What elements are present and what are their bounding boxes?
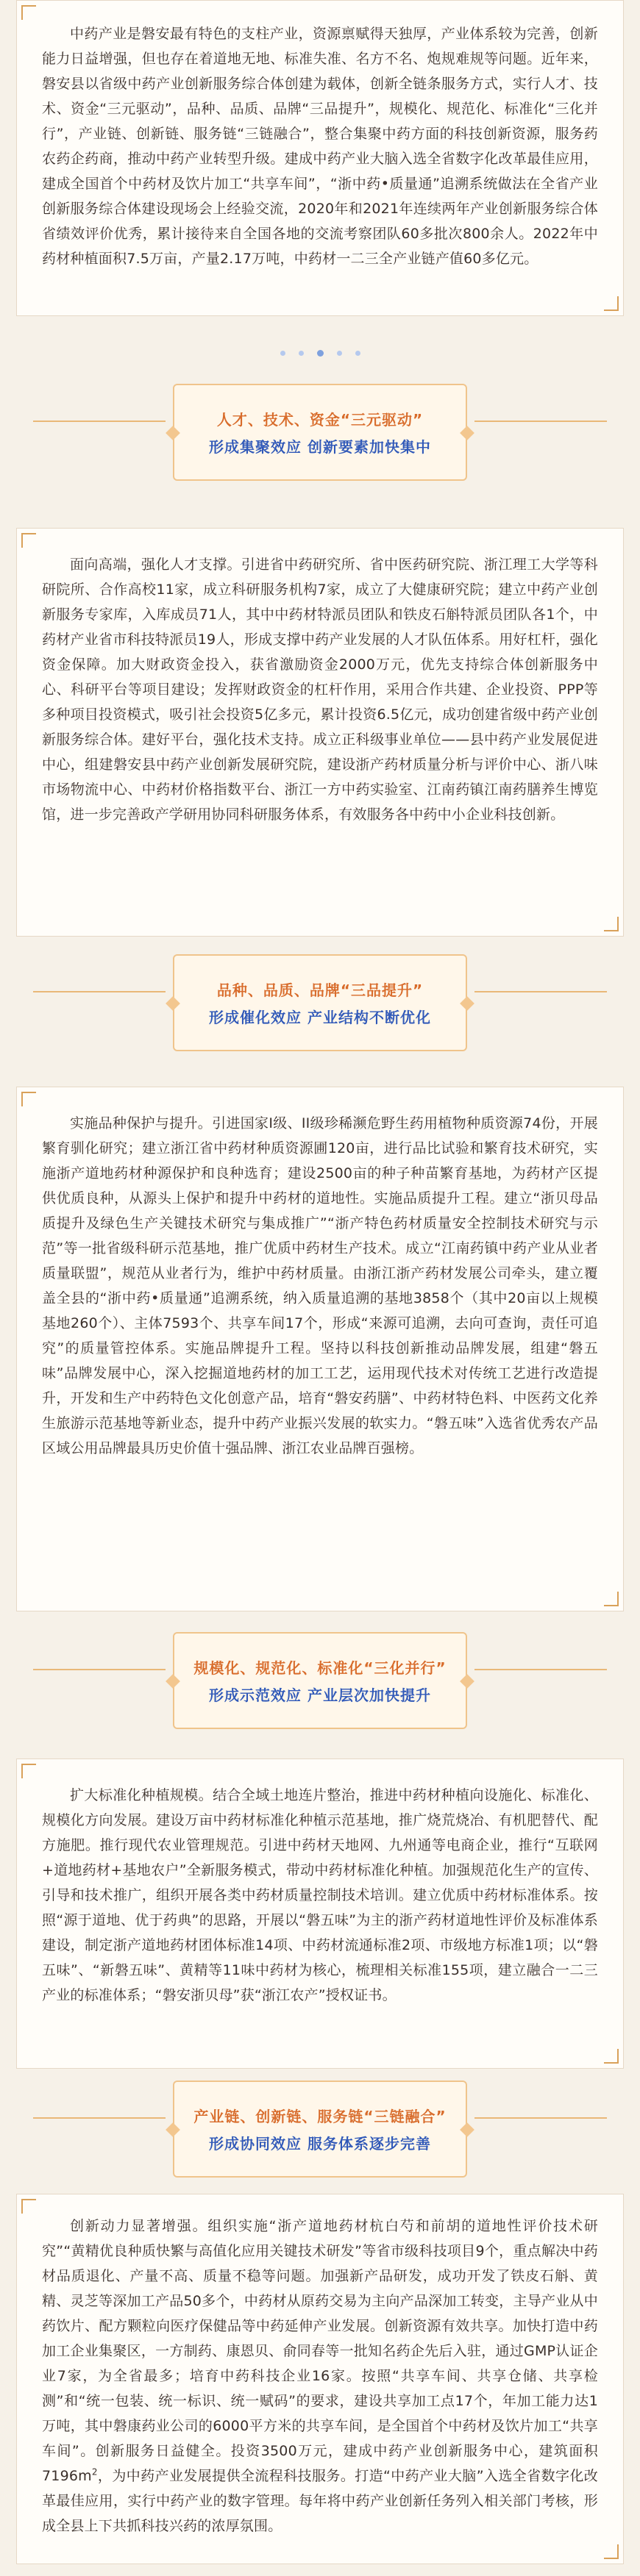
section-banner-4 (173, 2081, 467, 2178)
section-subheading: 形成协同效应 服务体系逐步完善 (209, 2135, 431, 2153)
section-heading: 产业链、创新链、服务链“三链融合” (193, 2108, 447, 2125)
section-paragraph: 扩大标准化种植规模。结合全域土地连片整治，推进中药材种植向设施化、标准化、规模化方向发展。建设万亩中药材标准化种植示范基地，推广烧荒烧冶、有机肥替代、配方施肥。推行现代农业管理规范。引进中药材天地网、九州通等电商企业，推行“互联网+道地药材+基地农户”全新服务模式，带动中药材标准化种植。加强规范化生产的宣传、引导和技术推广，组织开展各类中药材质量控制技术培训。建立优质中药材标准体系。按照“源于道地、优于药典”的思路，开展以“磐五味”为主的浙产药材道地性评价及标准体系建设，制定浙产道地药材团体标准14项、中药材流通标准2项、市级地方标准1项；以“磐五味”、“新磐五味”、黄精等11味中药材为核心，梳理相关标准155项，建立融合一二三产业的标准体系；“磐安浙贝母”获“浙江农产”授权证书。 (42, 1787, 598, 2003)
banner-box (173, 1632, 467, 1729)
section-subheading: 形成示范效应 产业层次加快提升 (209, 1686, 431, 1704)
section-paragraph-text: ，为中药产业发展提供全流程科技服务。打造“中药产业大脑”入选全省数字化改革最佳应用，实行中药产业的数字管理。每年将中药产业创新任务列入相关部门考核，形成全县上下共抓科技兴药的浓厚氛围。 (42, 2468, 598, 2534)
banner-line-left (33, 1669, 166, 1670)
divider-dot (337, 351, 342, 356)
banner-line-right (474, 991, 607, 992)
banner-box (173, 954, 467, 1051)
section-panel-4 (16, 2194, 624, 2564)
section-divider (0, 351, 640, 357)
banner-box (173, 2081, 467, 2178)
banner-line-right (474, 421, 607, 422)
section-paragraph: 面向高端，强化人才支撑。引进省中药研究所、省中医药研究院、浙江理工大学等科研院所、合作高校11家，成立科研服务机构7家，成立了大健康研究院；建立中药产业创新服务专家库，入库成员71人，其中中药材特派员团队和铁皮石斛特派员团队各1个，中药材产业省市科技特派员19人，形成支撑中药产业发展的人才队伍体系。用好杠杆，强化资金保障。加大财政资金投入，获省激励资金2000万元，优先支持综合体创新服务中心、科研平台等项目建设；发挥财政资金的杠杆作用，采用合作共建、企业投资、PPP等多种项目投资模式，吸引社会投资5亿多元，累计投资6.5亿元，成功创建省级中药产业创新服务综合体。建好平台，强化技术支持。成立正科级事业单位——县中药产业发展促进中心，组建磐安县中药产业创新发展研究院，建设浙产药材质量分析与评价中心、浙八味市场物流中心、中药材价格指数平台、浙江一方中药实验室、江南药镇江南药膳养生博览馆，进一步完善政产学研用协同科研服务体系，有效服务各中药中小企业科技创新。 (42, 557, 598, 823)
section-banner-3 (173, 1632, 467, 1729)
section-panel-3 (16, 1759, 624, 2069)
section-paragraph-text: 创新动力显著增强。组织实施“浙产道地药材杭白芍和前胡的道地性评价技术研究”“黄精优良种质快繁与高值化应用关键技术研发”等省市级科技项目9个，重点解决中药材品质退化、产量不高、质量不稳等问题。加强新产品研发，成功开发了铁皮石斛、黄精、灵芝等深加工产品50多个，中药材从原药交易为主向产品深加工转变，主导产业从中药饮片、配方颗粒向医疗保健品等中药延伸产业发展。创新资源有效共享。加快打造中药加工企业集聚区，一方制药、康恩贝、俞同春等一批知名药企先后入驻，通过GMP认证企业7家，为全省最多；培育中药科技企业16家。按照“共享车间、共享仓储、共享检测”和“统一包装、统一标识、统一赋码”的要求，建设共享加工点17个，年加工能力达1万吨，其中磐康药业公司的6000平方米的共享车间，是全国首个中药材及饮片加工“共享车间”。创新服务日益健全。投资3500万元，建成中药产业创新服务中心，建筑面积7196m (42, 2218, 598, 2484)
banner-line-left (33, 2117, 166, 2119)
section-subheading: 形成催化效应 产业结构不断优化 (209, 1009, 431, 1026)
section-paragraph (42, 2214, 598, 2539)
intro-paragraph: 中药产业是磐安最有特色的支柱产业，资源禀赋得天独厚，产业体系较为完善，创新能力日益增强，但也存在着道地无地、标准失准、名方不名、炮规难规等问题。近年来，磐安县以省级中药产业创新服务综合体创建为载体，创新全链条服务方式，实行人才、技术、资金“三元驱动”，品种、品质、品牌“三品提升”，规模化、规范化、标准化“三化并行”，产业链、创新链、服务链“三链融合”，整合集聚中药方面的科技创新资源，服务药农药企药商，推动中药产业转型升级。建成中药产业大脑入选全省数字化改革最佳应用，建成全国首个中药材及饮片加工“共享车间”，“浙中药•质量通”追溯系统做法在全省产业创新服务综合体建设现场会上经验交流，2020年和2021年连续两年产业创新服务综合体省绩效评价优秀，累计接待来自全国各地的交流考察团队60多批次800余人。2022年中药材种植面积7.5万亩，产量2.17万吨，中药材一二三全产业链产值60多亿元。 (42, 26, 598, 267)
section-heading: 规模化、规范化、标准化“三化并行” (193, 1659, 447, 1677)
section-panel-1 (16, 528, 624, 937)
section-heading: 人才、技术、资金“三元驱动” (216, 411, 424, 429)
superscript-two: 2 (91, 2466, 98, 2477)
section-panel-2 (16, 1087, 624, 1611)
intro-panel (16, 0, 624, 316)
banner-line-left (33, 991, 166, 992)
section-subheading: 形成集聚效应 创新要素加快集中 (209, 438, 431, 456)
section-heading: 品种、品质、品牌“三品提升” (216, 981, 424, 999)
divider-dot (355, 351, 360, 356)
banner-line-right (474, 2117, 607, 2119)
banner-line-right (474, 1669, 607, 1670)
divider-dot (280, 351, 285, 356)
divider-dot (299, 351, 304, 356)
banner-line-left (33, 421, 166, 422)
banner-box (173, 384, 467, 481)
section-banner-2 (173, 954, 467, 1051)
divider-dot (317, 350, 324, 357)
section-paragraph: 实施品种保护与提升。引进国家I级、II级珍稀濒危野生药用植物种质资源74份，开展繁育驯化研究；建立浙江省中药材种质资源圃120亩，进行品比试验和繁育技术研究，实施浙产道地药材种源保护和良种选育；建设2500亩的种子种苗繁育基地，为药材产区提供优质良种，从源头上保护和提升中药材的道地性。实施品质提升工程。建立“浙贝母品质提升及绿色生产关键技术研究与集成推广”“浙产特色药材质量安全控制技术研究与示范”等一批省级科研示范基地，推广优质中药材生产技术。成立“江南药镇中药产业从业者质量联盟”，规范从业者行为，维护中药材质量。由浙江浙产药材发展公司牵头，建立覆盖全县的“浙中药•质量通”追溯系统，纳入质量追溯的基地3858个（其中20亩以上规模基地260个）、主体7593个、共享车间17个，形成“来源可追溯，去向可查询，责任可追究”的质量管控体系。实施品牌提升工程。坚持以科技创新推动品牌发展，组建“磐五味”品牌发展中心，深入挖掘道地药材的加工工艺，运用现代技术对传统工艺进行改造提升，开发和生产中药特色文化创意产品，培育“磐安药膳”、中药材特色料、中医药文化养生旅游示范基地等新业态，提升中药产业振兴发展的软实力。“磐五味”入选省优秀农产品区域公用品牌最具历史价值十强品牌、浙江农业品牌百强榜。 (42, 1115, 598, 1456)
section-banner-1 (173, 384, 467, 481)
